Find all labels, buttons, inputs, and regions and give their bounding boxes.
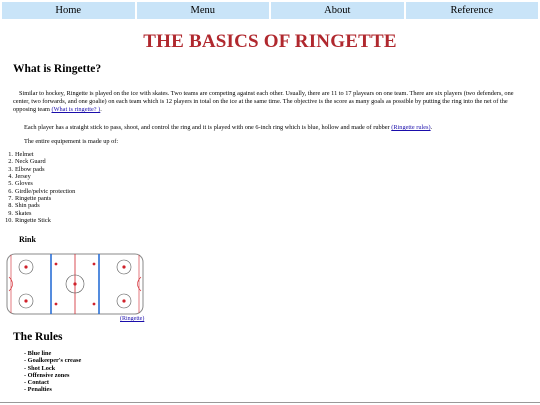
- nav-home-link[interactable]: Home: [2, 2, 135, 19]
- list-item: 7. Ringette pants: [8, 195, 52, 203]
- stick-period: .: [430, 124, 433, 131]
- list-item: - Goalkeeper's crease: [24, 357, 81, 364]
- list-item: 8. Shin pads: [8, 202, 40, 210]
- list-item: 6. Girdle/pelvic protection: [8, 187, 76, 195]
- list-item: - Penalties: [24, 386, 81, 393]
- list-item: - Offensive zones: [24, 372, 81, 379]
- list-item: - Shot Lock: [24, 365, 81, 372]
- free-pass-dot: [55, 263, 58, 266]
- faceoff-dot: [122, 299, 125, 302]
- faceoff-dot: [24, 265, 27, 268]
- rink-heading: Rink: [19, 235, 36, 244]
- what-is-ringette-link[interactable]: (What is ringette? ): [51, 106, 101, 113]
- list-item: - Contact: [24, 379, 81, 386]
- stick-paragraph: [24, 124, 524, 132]
- free-pass-dot: [93, 263, 96, 266]
- list-item: 9. Skates: [8, 209, 32, 217]
- list-item: 4. Jersey: [8, 173, 31, 181]
- page-title: THE BASICS OF RINGETTE: [143, 31, 397, 52]
- intro-period: .: [100, 106, 102, 113]
- what-is-ringette-heading: What is Ringette?: [13, 63, 102, 75]
- bottom-divider: [0, 402, 540, 403]
- center-dot: [73, 282, 76, 285]
- list-item: 3. Elbow pads: [8, 165, 45, 173]
- faceoff-dot: [24, 299, 27, 302]
- equipment-intro: The entire equipement is made up of:: [24, 138, 119, 145]
- rink-diagram: [6, 253, 144, 315]
- intro-paragraph: [13, 90, 527, 114]
- ringette-rules-link[interactable]: (Ringette rules): [391, 124, 431, 131]
- list-item: - Blue line: [24, 350, 81, 357]
- list-item: 1. Helmet: [8, 151, 34, 158]
- list-item: 5. Gloves: [8, 180, 33, 188]
- list-item: 2. Neck Guard: [8, 158, 46, 166]
- equipment-list: [2, 151, 75, 224]
- rink-source-link[interactable]: (Ringette): [120, 316, 145, 322]
- intro-text: Similar to hockey, Ringette is played on the ice with skates. Two teams are competing against each other. Usually, there are 11 to 17 playears on one team. There are six players (two defenders, one center, two forwards, and one goalie) on each team which is 12 players in total on the ice at the same time. The objective is the score as many goals as possible by putting the ring into the net of the opposing team: [13, 90, 514, 113]
- nav-reference-link[interactable]: Reference: [406, 2, 539, 19]
- stick-text: Each player has a straight stick to pass, shoot, and control the ring and it is played with one 6-inch ring which is blue, hollow and made of rubber: [24, 124, 390, 131]
- top-navigation: [2, 2, 538, 19]
- rules-list: [24, 350, 81, 394]
- nav-about-link[interactable]: About: [271, 2, 404, 19]
- rink-credit: [120, 316, 144, 322]
- free-pass-dot: [93, 303, 96, 306]
- free-pass-dot: [55, 303, 58, 306]
- faceoff-dot: [122, 265, 125, 268]
- list-item: 10. Ringette Stick: [5, 217, 51, 225]
- rules-heading: The Rules: [13, 331, 63, 343]
- nav-menu-link[interactable]: Menu: [137, 2, 270, 19]
